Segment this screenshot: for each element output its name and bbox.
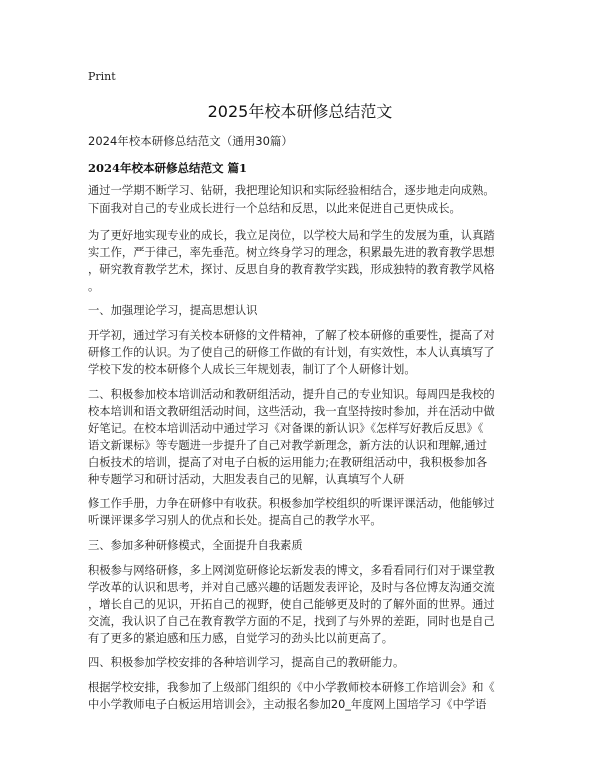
body-line: 。 bbox=[88, 280, 100, 293]
print-label[interactable]: Print bbox=[88, 70, 116, 83]
body-line: 中小学教师电子白板运用培训会》，主动报名参加20_年度网上国培学习《中学语 bbox=[88, 698, 487, 711]
body-line: 种专题学习和研讨活动，大胆发表自己的见解，认真填写个人研 bbox=[88, 473, 405, 486]
body-line: 校本培训和语文教研组活动时间，这些活动，我一直坚持按时参加，并在活动中做 bbox=[88, 405, 495, 418]
body-line: 积极参与网络研修，多上网浏览研修论坛新发表的博文，多看看同行们对于课堂教 bbox=[88, 564, 495, 577]
section-subheading: 一、加强理论学习，提高思想认识 bbox=[88, 304, 258, 317]
body-line: 有了更多的紧迫感和压力感，自觉学习的劲头比以前更高了。 bbox=[88, 632, 394, 645]
body-line: ，增长自己的见识，开拓自己的视野，使自己能够更及时的了解外面的世界。通过 bbox=[88, 598, 495, 611]
body-line: 研修工作的认识。为了使自己的研修工作做的有计划，有实效性，本人认真填写了 bbox=[88, 346, 495, 359]
body-line: 听课评课多学习别人的优点和长处。提高自己的教学水平。 bbox=[88, 514, 382, 527]
body-line: 学改革的认识和思考，并对自己感兴趣的话题发表评论，及时与各位博友沟通交流 bbox=[88, 581, 495, 594]
body-line: 实工作，严于律己，率先垂范。树立终身学习的理念，积累最先进的教育教学思想 bbox=[88, 246, 495, 259]
body-line: 为了更好地实现专业的成长，我立足岗位，以学校大局和学生的发展为重，认真踏 bbox=[88, 229, 495, 242]
body-line: 二、积极参加校本培训活动和教研组活动，提升自己的专业知识。每周四是我校的 bbox=[88, 388, 495, 401]
section-subheading: 三、参加多种研修模式，全面提升自我素质 bbox=[88, 539, 303, 552]
section-subheading: 四、积极参加学校安排的各种培训学习，提高自己的教研能力。 bbox=[88, 656, 405, 669]
body-line: 学校下发的校本研修个人成长三年规划表，制订了个人研修计划。 bbox=[88, 363, 416, 376]
section-heading: 2024年校本研修总结范文 篇1 bbox=[88, 161, 248, 175]
body-line: 白板技术的培训，提高了对电子白板的运用能力;在教研组活动中，我积极参加各 bbox=[88, 456, 488, 469]
body-line: 好笔记。在校本培训活动中通过学习《对备课的新认识》《怎样写好教后反思》《 bbox=[88, 422, 484, 435]
body-line: 交流，我认识了自己在教育教学方面的不足，找到了与外界的差距，同时也是自己 bbox=[88, 615, 495, 628]
body-line: 通过一学期不断学习、钻研，我把理论知识和实际经验相结合，逐步地走向成熟。 bbox=[88, 184, 495, 197]
body-line: 修工作手册，力争在研修中有收获。积极参加学校组织的听课评课活动，他能够过 bbox=[88, 497, 495, 510]
body-line: 开学初，通过学习有关校本研修的文件精神，了解了校本研修的重要性，提高了对 bbox=[88, 329, 495, 342]
document-subtitle: 2024年校本研修总结范文（通用30篇） bbox=[88, 134, 293, 148]
body-line: 语文新课标》等专题进一步提升了自己对教学新理念，新方法的认识和理解,通过 bbox=[88, 439, 487, 452]
body-line: 下面我对自己的专业成长进行一个总结和反思，以此来促进自己更快成长。 bbox=[88, 202, 461, 215]
body-line: 根据学校安排，我参加了上级部门组织的《中小学教师校本研修工作培训会》和《 bbox=[88, 681, 495, 694]
body-line: ，研究教育教学艺术，探讨、反思自身的教育教学实践，形成独特的教育教学风格 bbox=[88, 263, 495, 276]
page-title: 2025年校本研修总结范文 bbox=[207, 102, 393, 121]
